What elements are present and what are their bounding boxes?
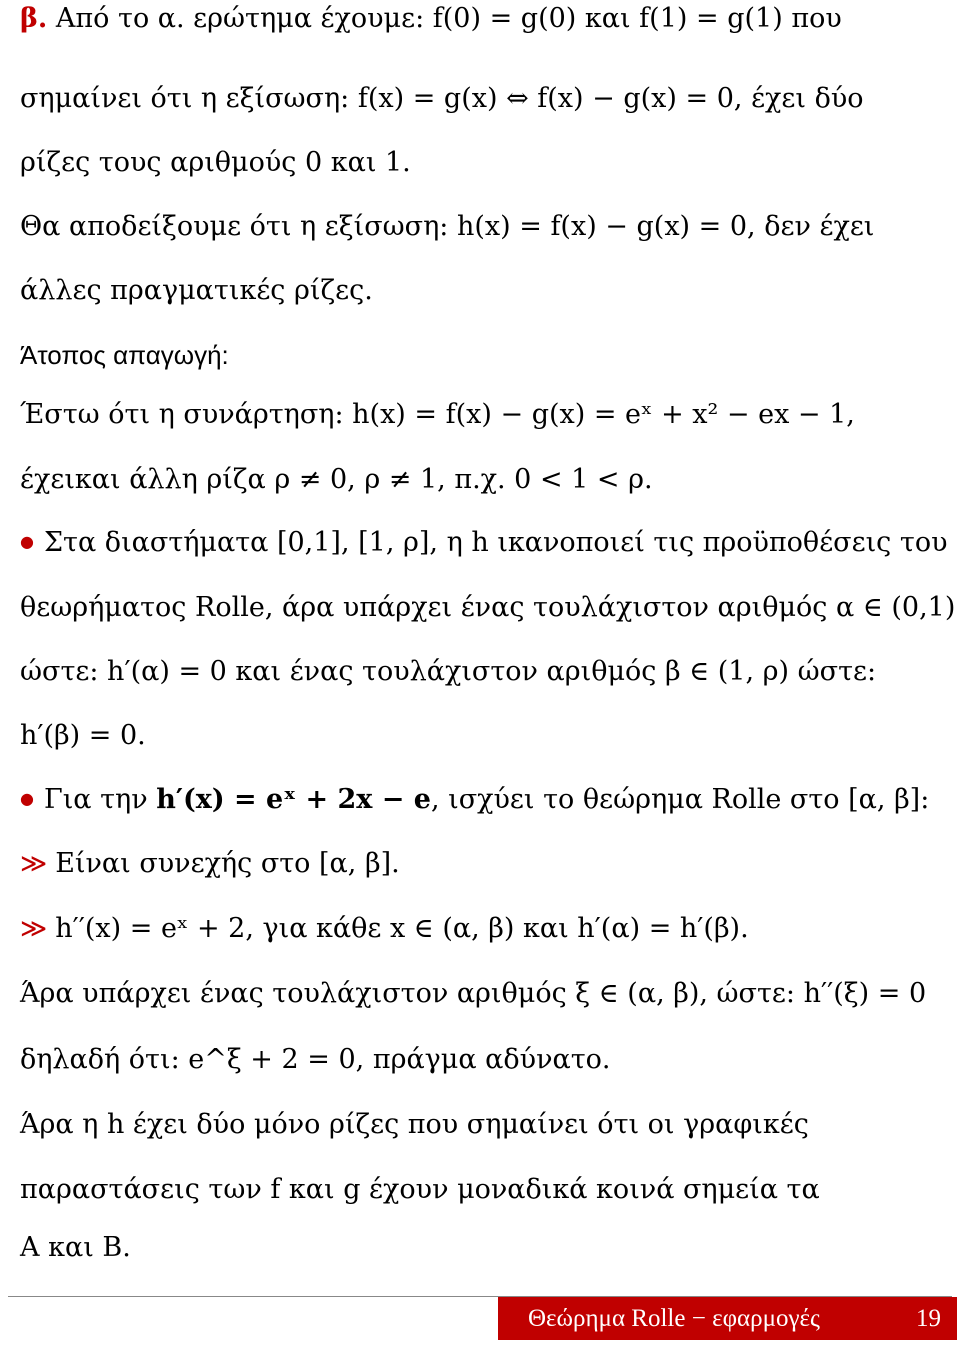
double-chevron-icon: ≫ [20,849,42,879]
line-5: άλλες πραγματικές ρίζες. [20,275,373,306]
section-heading: Άτοπος απαγωγή: [20,340,229,370]
line-20: A και B. [20,1232,131,1263]
line-10: θεωρήματος Rolle, άρα υπάρχει ένας τουλάχιστον αριθμός α ∈ (0,1) [20,592,956,623]
line-4: Θα αποδείξουμε ότι η εξίσωση: h(x) = f(x) − g(x) = 0, δεν έχει [20,211,875,242]
bullet-item-1: ● Στα διαστήματα [0,1], [1, ρ], η h ικανοποιεί τις προϋποθέσεις του [20,527,948,558]
line-19: παραστάσεις των f και g έχουν μοναδικά κοινά σημεία τα [20,1174,820,1205]
part-label: β. [20,3,48,34]
line-18: Άρα η h έχει δύο μόνο ρίζες που σημαίνει ότι οι γραφικές [20,1109,809,1140]
line-3: ρίζες τους αριθμούς 0 και 1. [20,147,411,178]
bullet-item-2: ● Για την h′(x) = eˣ + 2x − e, ισχύει το θεώρημα Rolle στο [α, β]: [20,784,930,815]
double-chevron-icon: ≫ [20,914,42,944]
page-number: 19 [916,1304,941,1332]
line-8: έχεικαι άλλη ρίζα ρ ≠ 0, ρ ≠ 1, π.χ. 0 < 1 < ρ. [20,464,653,495]
line-11: ώστε: h′(α) = 0 και ένας τουλάχιστον αριθμός β ∈ (1, ρ) ώστε: [20,656,877,687]
line-12: h′(β) = 0. [20,720,146,751]
bullet-icon: ● [20,532,34,551]
line-17: δηλαδή ότι: e^ξ + 2 = 0, πράγμα αδύνατο. [20,1044,611,1075]
line-1: β. Από το α. ερώτημα έχουμε: f(0) = g(0) και f(1) = g(1) που [20,3,842,34]
bullet-icon: ● [20,789,34,808]
derivative-expression: h′(x) = eˣ + 2x − e [156,784,431,815]
condition-1: ≫ Είναι συνεχής στο [α, β]. [20,848,400,879]
line-7: Έστω ότι η συνάρτηση: h(x) = f(x) − g(x) = eˣ + x² − ex − 1, [20,399,855,430]
footer-title: Θεώρημα Rolle − εφαρμογές [528,1304,820,1332]
page-footer [498,1297,957,1340]
line-2: σημαίνει ότι η εξίσωση: f(x) = g(x) ⇔ f(x) − g(x) = 0, έχει δύο [20,83,864,114]
line-16: Άρα υπάρχει ένας τουλάχιστον αριθμός ξ ∈ (α, β), ώστε: h′′(ξ) = 0 [20,978,927,1009]
condition-2: ≫ h′′(x) = eˣ + 2, για κάθε x ∈ (α, β) και h′(α) = h′(β). [20,913,749,944]
